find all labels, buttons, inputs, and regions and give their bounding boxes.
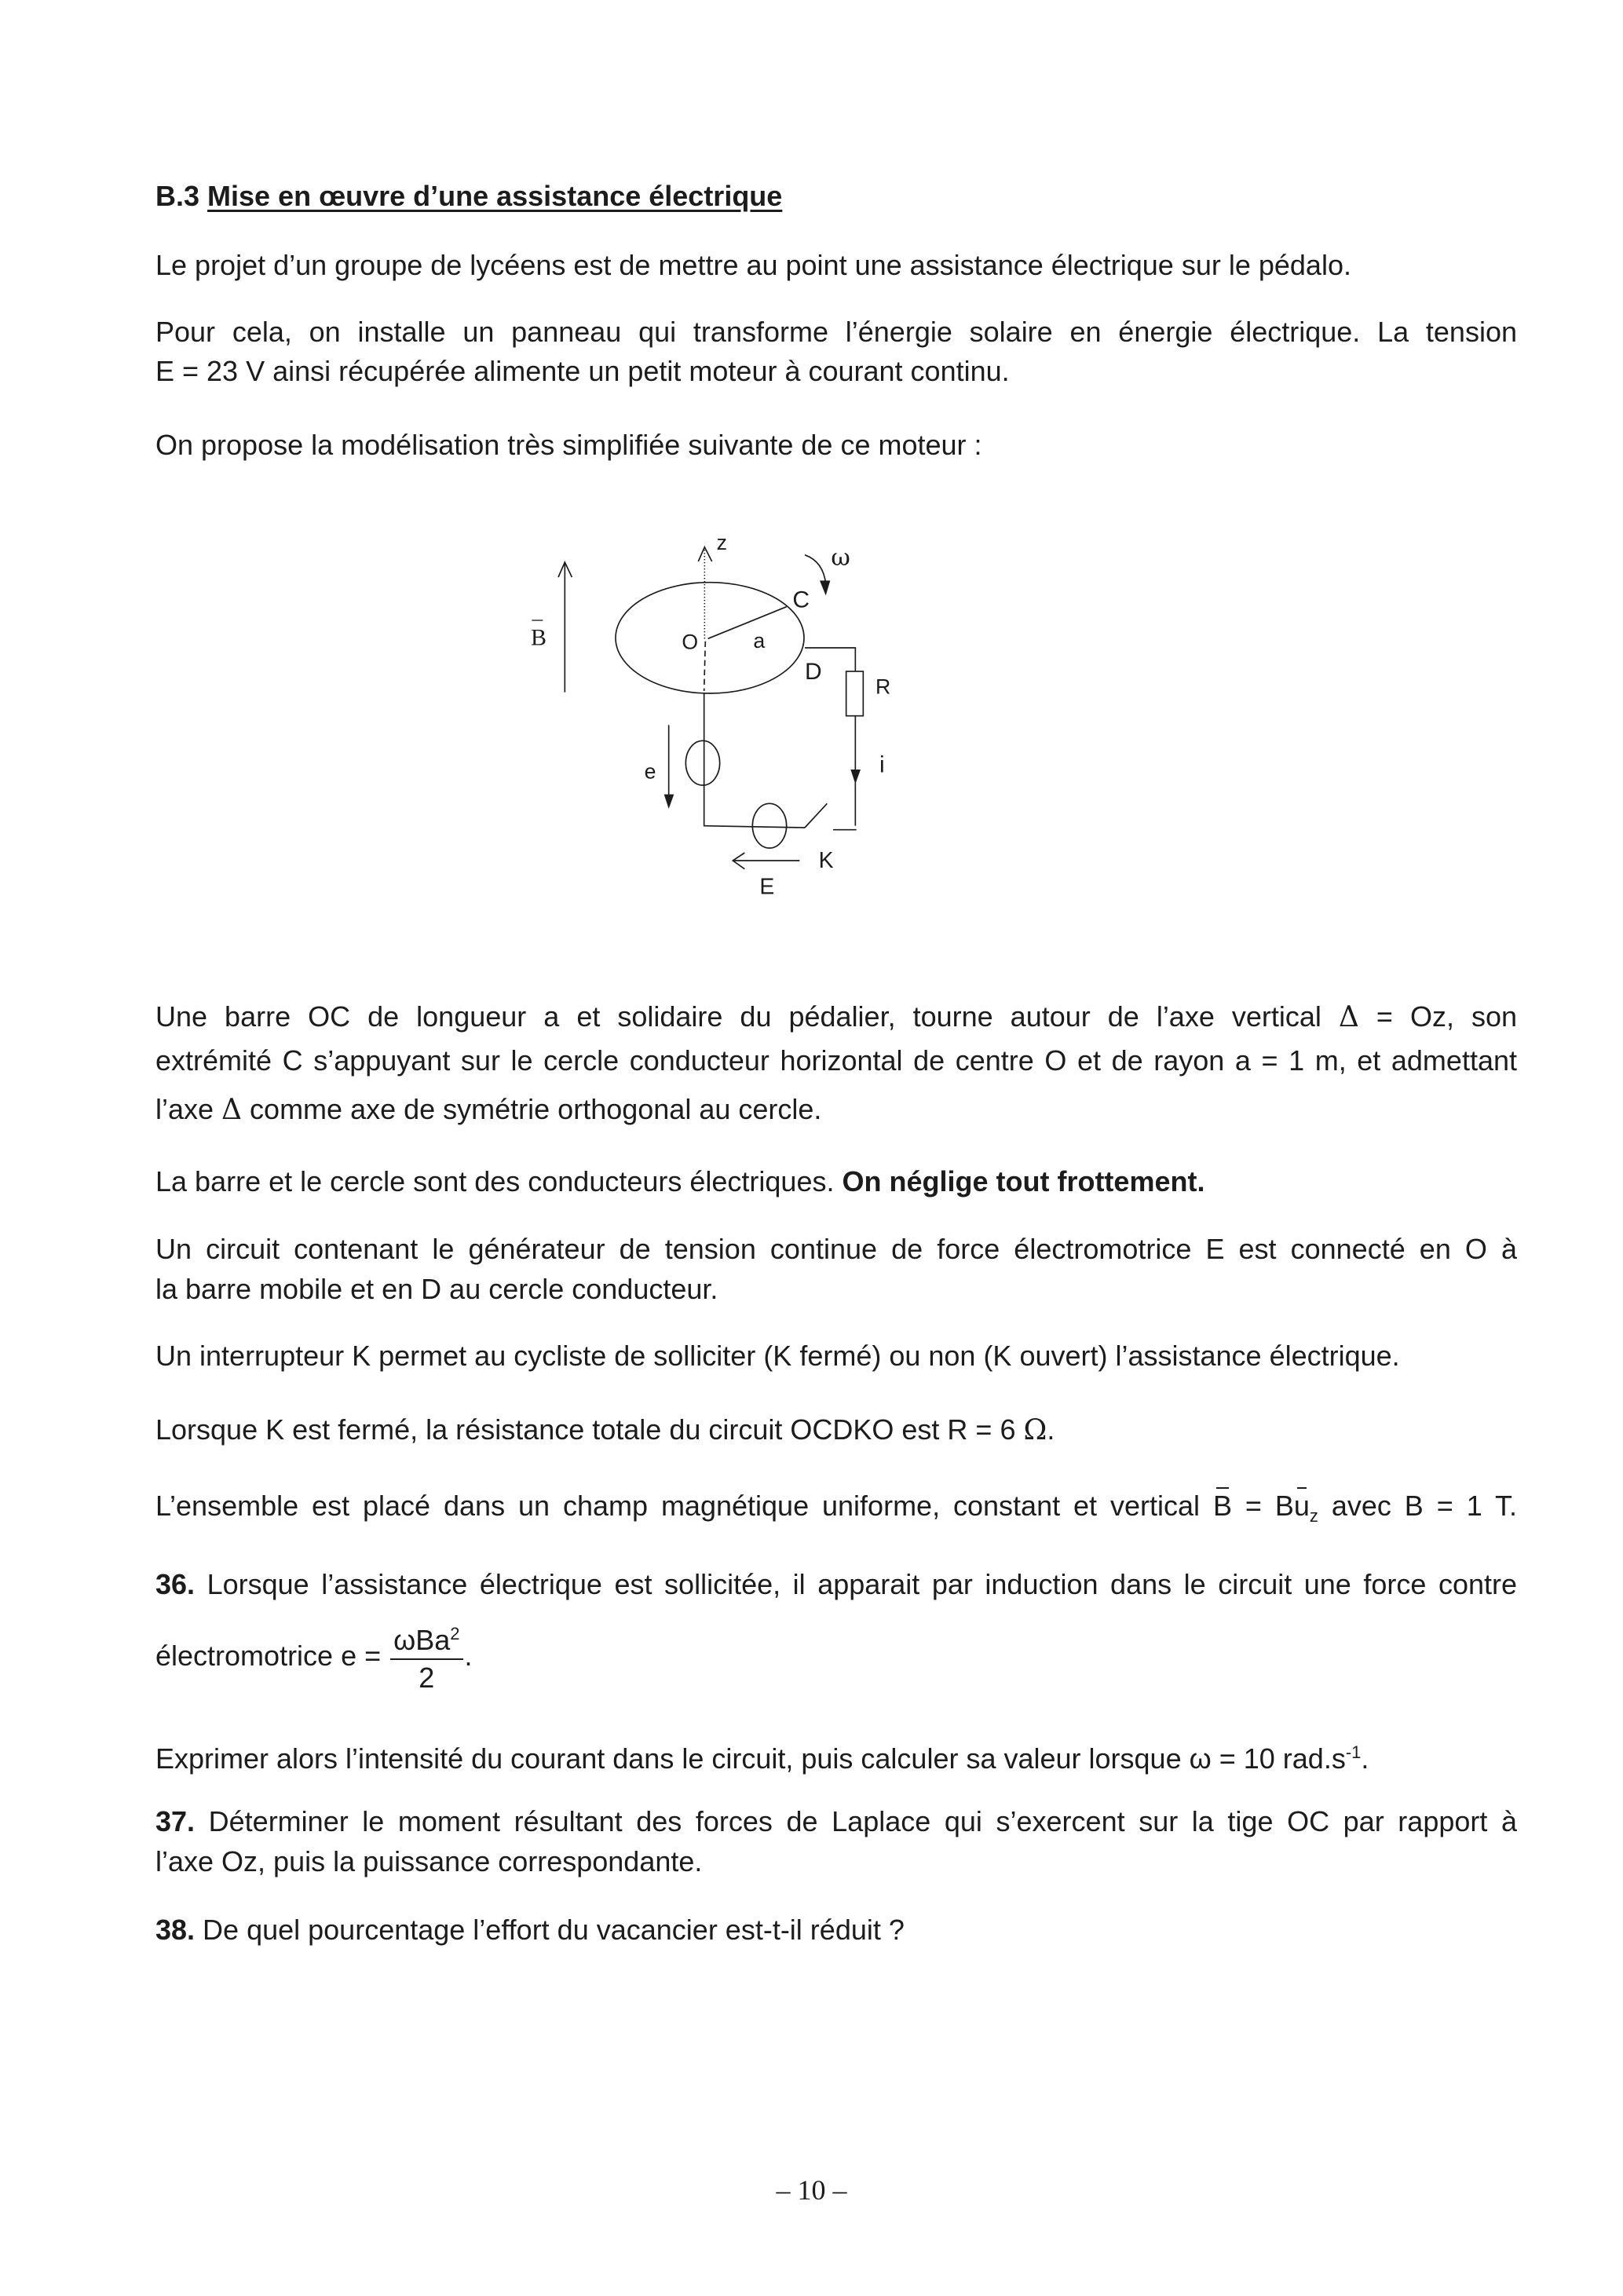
section-number: B.3 [155,180,200,212]
source-E-generator [752,803,786,848]
denominator: 2 [419,1662,435,1694]
text: L’ensemble est placé dans un champ magnétique uniforme, constant et vertical [155,1490,1213,1522]
section-heading [155,179,1517,214]
text: électromotrice e = [155,1640,389,1672]
ohm-symbol: Ω [1023,1414,1047,1446]
omega-rotation-arrow [805,555,826,584]
text: comme axe de symétrie orthogonal au cercle. [242,1093,822,1125]
label-z: z [716,531,727,554]
page-number: – 10 – [776,2174,847,2206]
u-vector: u [1293,1490,1310,1522]
text: . [1047,1413,1055,1446]
exponent: 2 [450,1624,460,1643]
label-O: O [682,630,699,654]
question-38 [155,1913,1517,1947]
paragraph-field [155,1489,1517,1534]
paragraph-switch: Un interrupteur K permet au cycliste de solliciter (K fermé) ou non (K ouvert) l’assistance électrique. [155,1340,1400,1372]
paragraph-bar-line1 [155,1000,1517,1035]
numerator: ωBa [393,1624,451,1656]
z-axis [698,547,711,691]
label-K: K [818,848,834,873]
bold-text: On néglige tout frottement. [842,1165,1205,1197]
text: . [1361,1742,1369,1775]
label-B: B [531,624,547,651]
label-E: E [759,874,775,900]
question-36-line1 [155,1567,1517,1602]
label-a: a [753,629,766,653]
text: Déterminer le moment résultant des forces de Laplace qui s’exercent sur la tige OC par rapport à [195,1805,1517,1837]
paragraph-model: On propose la modélisation très simplifiée suivante de ce moteur : [155,429,982,461]
label-D: D [805,659,822,685]
e-arrowhead [664,795,674,809]
switch-k-blade [805,803,827,828]
paragraph-circuit-line2: la barre mobile et en D au cercle conducteur. [155,1273,718,1305]
paragraph-bar-line3 [155,1092,1517,1128]
text: = Oz, son [1358,1000,1518,1033]
E-arrow [733,853,799,869]
wire-bottom [704,826,805,828]
text: Lorsque l’assistance électrique est sollicitée, il apparait par induction dans le circuit une force contre [195,1568,1517,1600]
emf-fraction [390,1616,462,1696]
delta-symbol: Δ [1338,1001,1359,1033]
paragraph-panel-line2: E = 23 V ainsi récupérée alimente un petit moteur à courant continu. [155,355,1010,387]
label-e: e [644,759,656,784]
text: l’axe [155,1093,222,1125]
label-omega: ω [831,544,850,572]
question-36-line3 [155,1735,1517,1776]
rotating-bar-oc [708,607,787,639]
label-i: i [879,751,885,778]
text: La barre et le cercle sont des conducteurs électriques. [155,1165,843,1197]
text: Une barre OC de longueur a et solidaire du pédalier, tourne autour de l’axe vertical [155,1000,1339,1033]
text: . [464,1640,473,1672]
question-number: 38. [155,1914,196,1946]
paragraph-resistance [155,1413,1517,1448]
resistor [846,671,864,716]
paragraph-intro: Le projet d’un groupe de lycéens est de mettre au point une assistance électrique sur le pédalo. [155,249,1351,281]
section-title: Mise en œuvre d’une assistance électrique [207,180,783,212]
question-number: 36. [155,1568,196,1600]
paragraph-bar-line2: extrémité C s’appuyant sur le cercle conducteur horizontal de centre O et de rayon a = 1 m, et admettant [155,1044,1517,1077]
subscript-z: z [1309,1506,1318,1526]
text: = B [1231,1490,1294,1522]
paragraph-conductors [155,1164,1517,1199]
text: Lorsque K est fermé, la résistance totale du circuit OCDKO est R = 6 [155,1413,1024,1446]
question-number: 37. [155,1805,196,1837]
exponent: -1 [1345,1742,1362,1762]
paragraph-circuit-line1: Un circuit contenant le générateur de tension continue de force électromotrice E est connecté en O à [155,1233,1517,1265]
label-C: C [792,587,810,613]
b-vector: B [1212,1490,1232,1522]
motor-circuit-diagram [510,510,1099,966]
text: avec B = 1 T. [1318,1490,1518,1522]
label-R: R [875,675,891,699]
question-36-formula [155,1616,1517,1696]
delta-symbol: Δ [221,1094,243,1126]
omega-arrowhead [820,580,830,595]
text: De quel pourcentage l’effort du vacancier est-t-il réduit ? [195,1914,905,1946]
question-37-line1 [155,1804,1517,1839]
current-arrowhead [850,770,861,784]
b-field-arrow [558,562,572,693]
text: Exprimer alors l’intensité du courant dans le circuit, puis calculer sa valeur lorsque ω = 10 rad.s [155,1742,1346,1775]
question-37-line2: l’axe Oz, puis la puissance correspondante. [155,1845,703,1877]
paragraph-panel-line1: Pour cela, on installe un panneau qui transforme l’énergie solaire en énergie électrique. La tension [155,316,1517,348]
emf-e-generator [685,740,719,785]
